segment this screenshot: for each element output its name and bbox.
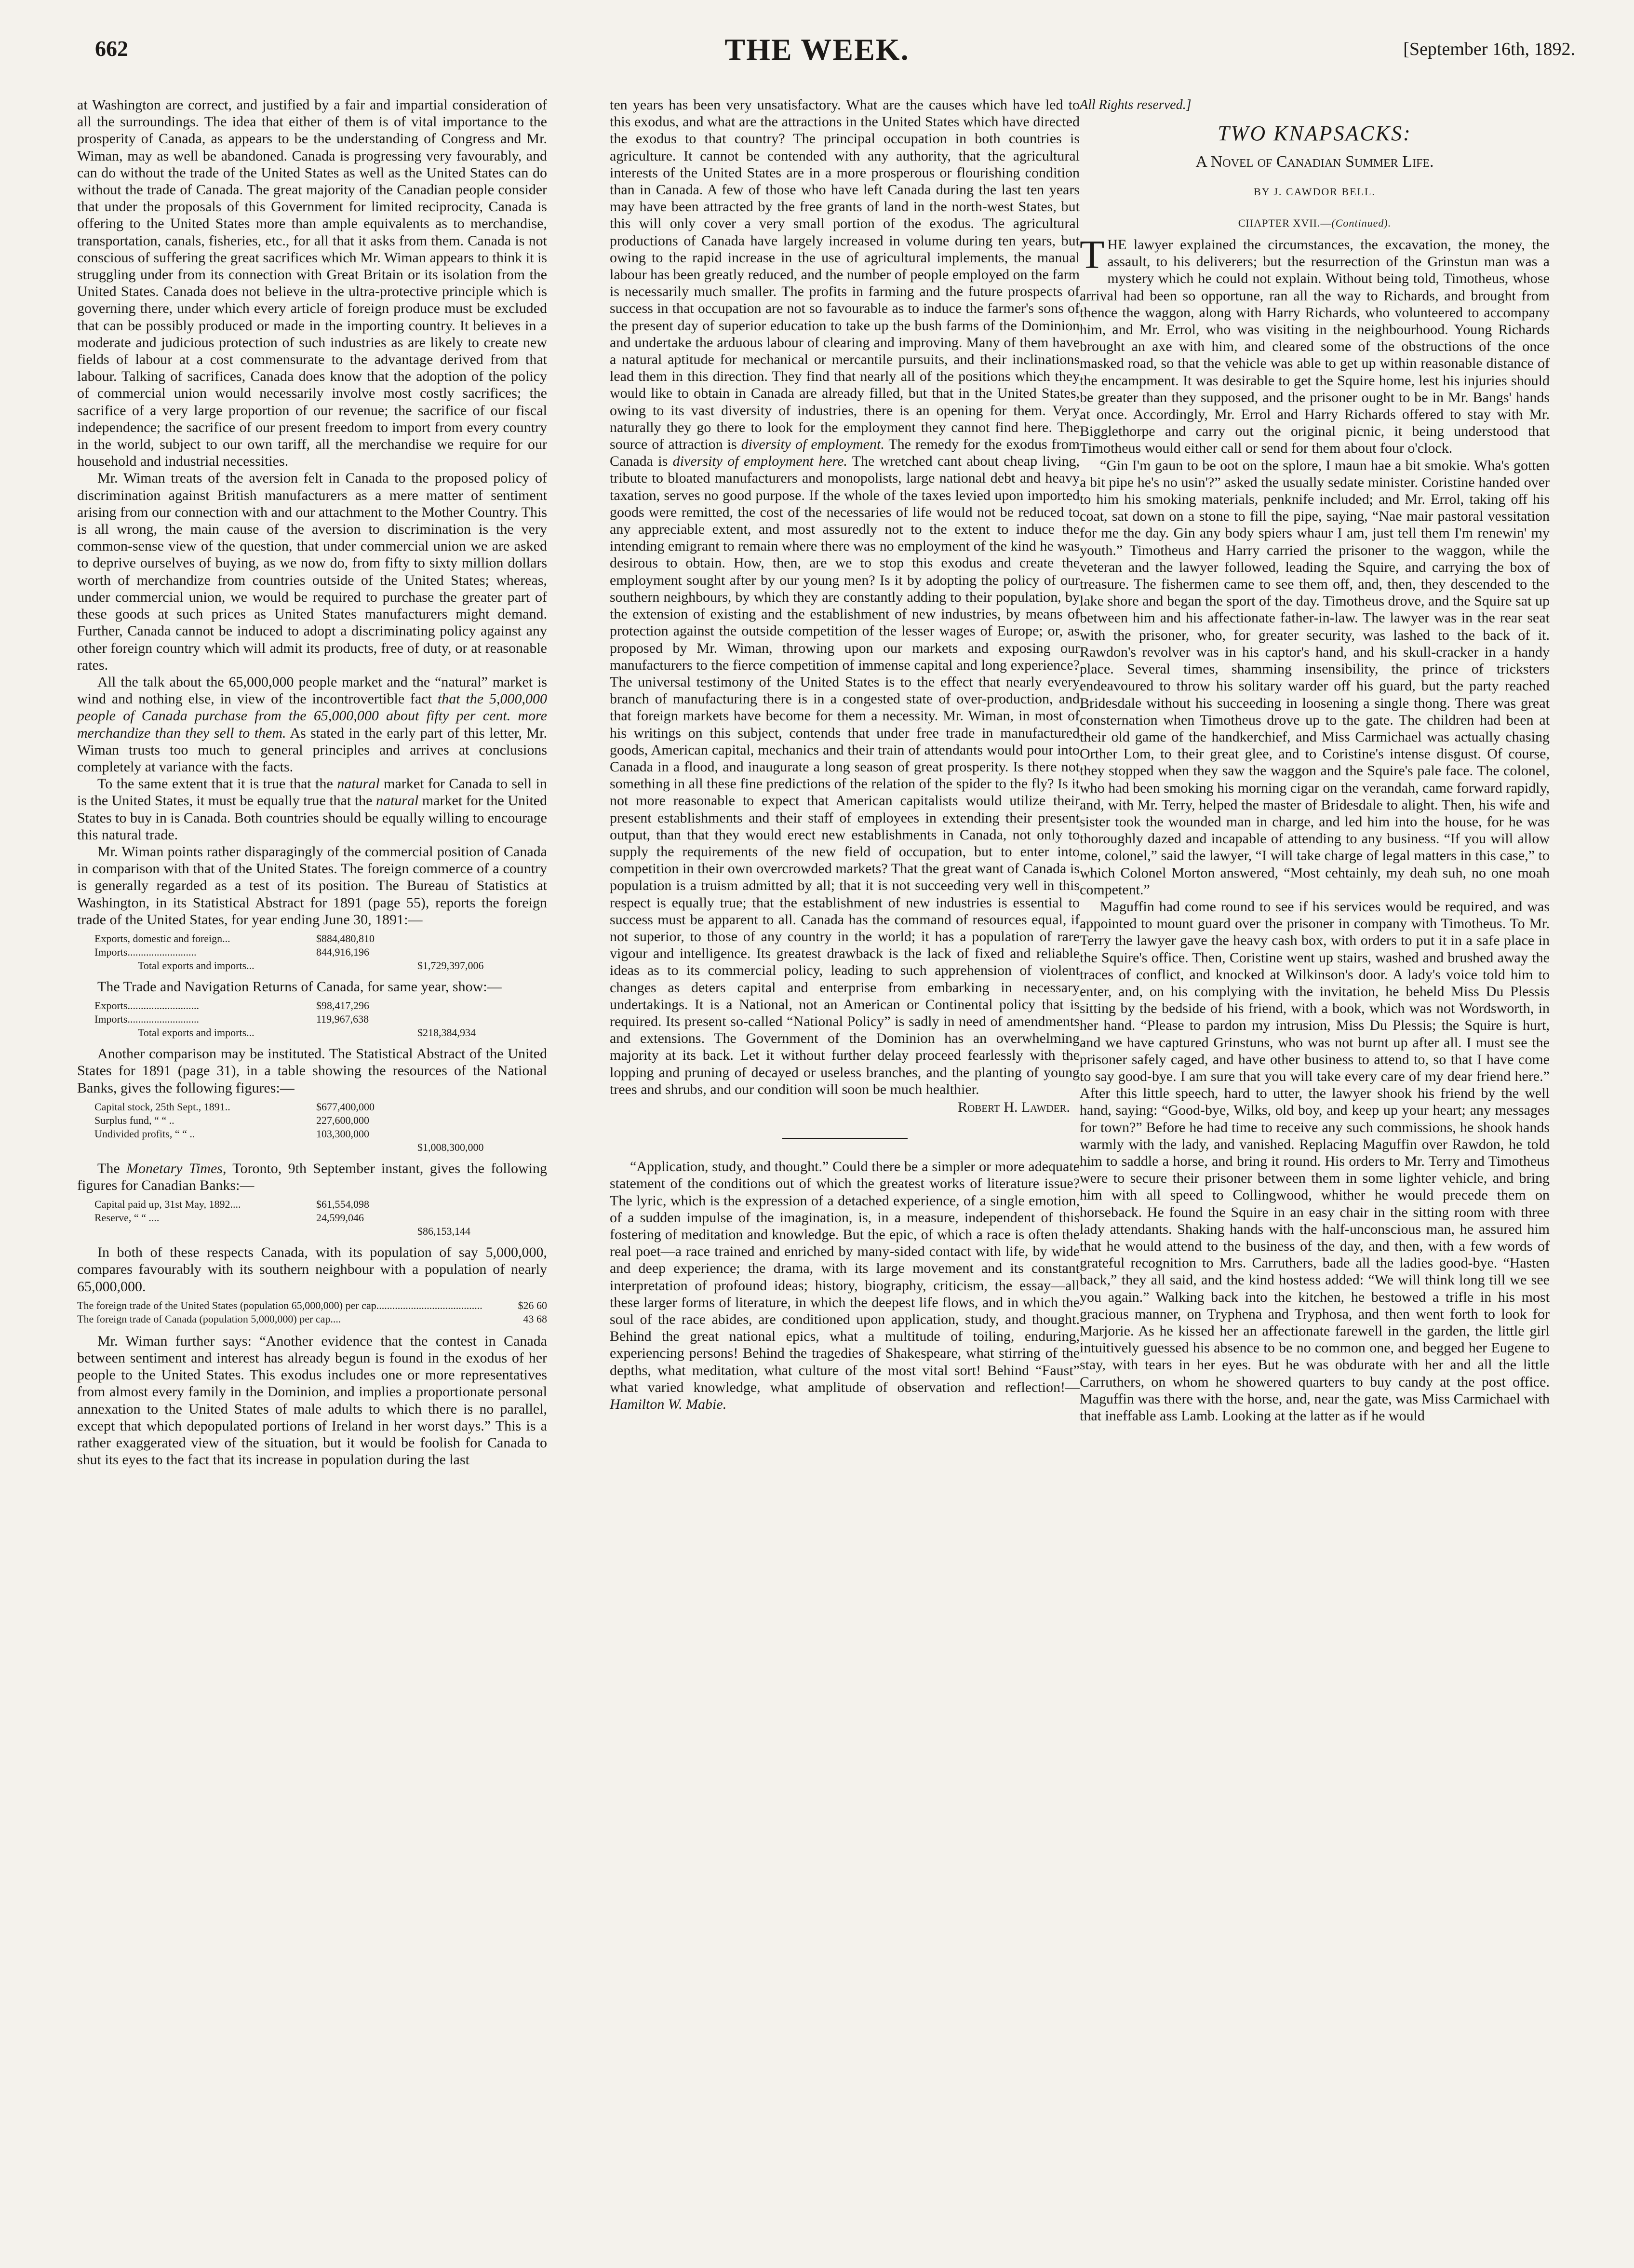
table-value: $884,480,810 [316, 932, 375, 945]
per-capita-table [77, 1299, 547, 1326]
italic-run: Monetary Times [126, 1160, 223, 1176]
column-1 [77, 96, 547, 1468]
table-label: Capital paid up, 31st May, 1892.... [94, 1198, 241, 1211]
italic-run: diversity of employment. [741, 436, 884, 453]
paragraph: “Gin I'm gaun to be oot on the splore, I maun hae a bit smokie. Wha's gotten a bit pipe he's no usin'?” asked the usually sedate minister. Coristine handed over to him his smoking materials, penknife included; and Mr. Errol, taking off his coat, sat down on a stone to fill the pipe, saying, “Nae mair pastoral vessitation for me the day. Gin any body spiers whaur I am, just tell them I'm renewin' my youth.” Timotheus and Harry carried the prisoner to the waggon, while the veteran and the lawyer followed, leading the Squire, and carrying the box of treasure. The fishermen came to see them off, and, then, they descended to the lake shore and began the sport of the day. Timotheus drove, and the Squire sat up between him and his affectionate father-in-law. The lawyer was in the rear seat with the prisoner, who, for greater security, was lashed to the back of it. Rawdon's revolver was in his captor's hand, and his skull-cracker in a handy place. Several times, shamming insensibility, the prince of tricksters endeavoured to throw his solitary warder off his guard, but the party reached Bridesdale without his succeeding in loosening a single thong. There was great consternation when Timotheus drove up to the gate. The children had been at their old game of the handkerchief, and Miss Carmichael was actually chasing Orther Lom, to their great glee, and to Coristine's intense disgust. Of course, they stopped when they saw the waggon and the Squire's pale face. The colonel, who had been smoking his morning cigar on the verandah, came forward rapidly, and, with Mr. Terry, helped the master of Bridesdale to alight. Then, his wife and sister took the wounded man in charge, and led him into the house, for he was thoroughly dazed and incapable of attending to any business. “If you will allow me, colonel,” said the lawyer, “I will take charge of legal matters in this case,” to which Colonel Morton answered, “Most cehtainly, my deah suh, no one moah competent.” [1080, 457, 1550, 898]
paragraph: In both of these respects Canada, with its population of say 5,000,000, compares favourably with its southern neighbour with a population of nearly 65,000,000. [77, 1244, 547, 1295]
author-signature: Robert H. Lawder. [958, 1099, 1070, 1115]
column-3 [1080, 96, 1550, 1424]
page-header [0, 32, 1634, 75]
text-run: market for the United States to buy in is Canada. Both countries should be equally willing to encourage this natural trade. [77, 793, 547, 843]
chapter-heading [1080, 215, 1550, 231]
table-label: Exports........................... [94, 999, 199, 1012]
table-value: $26 60 [518, 1299, 547, 1311]
paragraph [610, 96, 1080, 1098]
rights-notice: All Rights reserved.] [1080, 97, 1192, 112]
text-run: To the same extent that it is true that the [97, 776, 337, 792]
table-value: 43 68 [523, 1312, 547, 1325]
us-banks-table [94, 1100, 547, 1154]
page-number: 662 [95, 36, 128, 61]
issue-date: [September 16th, 1892. [1403, 39, 1575, 59]
paragraph [77, 674, 547, 775]
text-run: CHAPTER XVII.— [1238, 216, 1332, 229]
table-total: $1,008,300,000 [417, 1141, 484, 1153]
text-run: As stated in the early part of this letter, Mr. Wiman trusts too much to general principles and arrives at conclusions completely at variance with the facts. [77, 725, 548, 775]
italic-run: Hamilton W. Mabie. [610, 1396, 727, 1413]
table-value: 24,599,046 [316, 1212, 364, 1224]
table-label: Exports, domestic and foreign... [94, 932, 230, 945]
table-total: $1,729,397,006 [417, 959, 484, 972]
table-label: The foreign trade of the United States (population 65,000,000) per cap........................................ [77, 1299, 482, 1311]
table-value: $677,400,000 [316, 1100, 375, 1113]
table-label: Undivided profits, “ “ .. [94, 1127, 195, 1140]
section-divider [782, 1138, 908, 1139]
paragraph: Mr. Wiman further says: “Another evidence that the contest in Canada between sentiment and interest has already begun is found in the exodus of her people to the United States. This exodus includes one or more representatives from almost every family in the Dominion, and implies a proportionate personal annexation to the United States of male adults to which there is no parallel, except that which depopulated portions of Ireland in her worst days.” This is a rather exaggerated view of the situation, but it would be foolish for Canada to shut its eyes to the fact that its increase in population during the last [77, 1333, 547, 1468]
novel-subtitle: A Novel of Canadian Summer Life. [1195, 153, 1434, 171]
italic-run: that the 5,000,000 people of Canada purchase from the 65,000,000 about fifty per cent. more merchandize than they sell to them. [77, 691, 547, 741]
table-label: Imports.......................... [94, 945, 197, 958]
text-run: The remedy for the exodus from Canada is [610, 436, 1080, 470]
table-label: Reserve, “ “ .... [94, 1212, 160, 1224]
italic-run: (Continued). [1331, 216, 1392, 229]
text-run: “Application, study, and thought.” Could there be a simpler or more adequate statement of the conditions out of which the greatest works of literature issue? The lyric, which is the expression of a detached experience, of a single emotion, of a sudden impulse of the imagination, is, in a measure, independent of this fostering of meditation and knowledge. But the epic, of which a race is often the real poet—a race trained and enriched by many-sided contact with life, by wide and deep experience; the drama, with its large movement and its constant interpretation of profound ideas; history, biography, criticism, the essay—all these larger forms of literature, in which the deepest life flows, and in which the soul of the race abides, are conditioned upon application, study, and thought. Behind the great national epics, what a multitude of toiling, enduring, experiencing persons! Behind the tragedies of Shakespeare, what stirring of the depths, what meditation, what culture of the most vital sort! Behind “Faust” what varied knowledge, what amplitude of observation and reflection!— [610, 1159, 1080, 1395]
text-run: , Toronto, 9th September instant, gives the following figures for Canadian Banks:— [77, 1160, 547, 1193]
drop-cap: T [1080, 232, 1105, 278]
text-run: The wretched cant about cheap living, tribute to bloated manufacturers and monopolists, large national debt and heavy taxation, serves no good purpose. If the whole of the taxes levied upon imported goods were remitted, the cost of the necessaries of life would not be reduced to any appreciable extent, and most assuredly not to the extent to induce the intending emigrant to remain where there was no employment of the kind he was desirous to obtain. How, then, are we to stop this exodus and create the employment sought after by our young men? Is it by adopting the policy of our southern neighbours, by which they are constantly adding to their population, by the extension of existing and the establishment of new industries, by means of protection against the outside competition of the lesser wages of Europe; or, as proposed by Mr. Wiman, throwing upon our markets and exposing our manufacturers to the fierce competition of immense capital and long experience? The universal testimony of the United States is to the effect that nearly every branch of manufacturing there is in a congested state of over-production, and that foreign markets have become for them a necessity. Mr. Wiman, in most of his writings on this subject, contends that under free trade in manufactured goods, American capital, mechanics and their train of attendants would pour into Canada in a flood, and inaugurate a long season of great prosperity. Is there not something in all these fine predictions of the relation of the spider to the fly? Is it not more reasonable to expect that American capitalists would utilize their present establishments and their staff of employees in extending their present output, than that they would erect new establishments in Canada, not only to supply the requirements of the new field of occupation, but to enter into competition in their own overcrowded markets? That the great want of Canada is population is a truism admitted by all; that it is not succeeding very well in this respect is equally true; that the establishment of new industries is essential to success must be apparent to all. Canada has the command of resources equal, if not superior, to those of any country in the world; it has a population of rare vigour and intelligence. Its greatest drawback is the lack of fixed and reliable ideas as to its commercial policy, leading to such apprehension of violent changes as deters capital and enterprise from embarking in necessary undertakings. It is a National, not an American or Continental policy that is required. Its present so-called “National Policy” is sadly in need of amendments and extensions. The Government of the Dominion has an overwhelming majority at its back. Let it without further delay proceed fearlessly with the lopping and pruning of decayed or useless branches, and the planting of young trees and shrubs, and our condition will soon be much healthier. [610, 453, 1080, 1097]
paragraph: Another comparison may be instituted. The Statistical Abstract of the United States for 1891 (page 31), in a table showing the resources of the National Banks, gives the following figures:— [77, 1046, 547, 1096]
paragraph [610, 1158, 1080, 1413]
italic-run: natural [376, 793, 419, 809]
paragraph: Mr. Wiman points rather disparagingly of the commercial position of Canada in comparison with that of the United States. The foreign commerce of a country is generally regarded as a test of its position. The Bureau of Statistics at Washington, in its Statistical Abstract for 1891 (page 55), reports the foreign trade of the United States, for year ending June 30, 1891:— [77, 843, 547, 928]
paragraph [77, 1160, 547, 1194]
masthead-title: THE WEEK. [724, 32, 910, 67]
paragraph [1080, 232, 1550, 457]
novel-title: TWO KNAPSACKS: [1218, 122, 1412, 146]
table-total: $86,153,144 [417, 1225, 470, 1238]
text-run: The [97, 1160, 126, 1176]
paragraph: Maguffin had come round to see if his services would be required, and was appointed to mount guard over the prisoner in company with Timotheus. To Mr. Terry the lawyer gave the heavy cash box, with orders to put it in a safe place in the Squire's office. Then, Coristine went up stairs, washed and brushed away the traces of conflict, and knocked at Wilkinson's door. A lady's voice told him to enter, and, on his complying with the invitation, he beheld Miss Du Plessis sitting by the bedside of his friend, with a book, which was not Wordsworth, in her hand. “Please to pardon my intrusion, Miss Du Plessis; the Squire is hurt, and we have captured Grinstuns, who was not burnt up after all. I must see the prisoner safely caged, and have other business to attend to, so that I have come to say good-bye. I am sure that you will take every care of my dear friend here.” After this little speech, hard to utter, the lawyer shook his friend by the well hand, saying: “Good-bye, Wilks, old boy, and keep up your heart; any messages for town?” Before he had time to receive any such commissions, he shook hands warmly with the lady, and vanished. Replacing Maguffin over Rawdon, he told him to saddle a horse, and bring it round. His orders to Mr. Terry and Timotheus were to secure their prisoner between them in some lighter vehicle, and bring him with all speed to Collingwood, whither he would precede them on horseback. He found the Squire in an easy chair in the sitting room with three lady attendants. Shaking hands with the half-unconscious man, he assured him that he would attend to the business of the day, and then, with a few words of grateful recognition to Mrs. Carruthers, bade all the ladies good-bye. “Hasten back,” they all said, and the kind hostess added: “We will think long till we see you again.” Walking back into the kitchen, he bestowed a trifle in his most gracious manner, on Tryphena and Tryphosa, and then went forth to look for Marjorie. As he kissed her an affectionate farewell in the garden, the little girl intuitively guessed his absence to be no common one, and begged her Eugene to stay, with tears in her eyes. But he was obdurate with her and all the little Carruthers, on whom he showered quarters to buy candy at the post office. Maguffin was there with the horse, and, near the gate, was Miss Carmichael with that ineffable ass Lamb. Looking at the latter as if he would [1080, 898, 1550, 1424]
table-label: Total exports and imports... [138, 1026, 254, 1039]
italic-run: natural [337, 776, 380, 792]
canada-trade-table [94, 999, 547, 1040]
us-trade-table [94, 932, 547, 972]
table-value: 227,600,000 [316, 1114, 369, 1126]
novel-byline: BY J. CAWDOR BELL. [1254, 185, 1376, 198]
table-value: 844,916,196 [316, 945, 369, 958]
paragraph: at Washington are correct, and justified by a fair and impartial consideration of all the surroundings. The idea that either of them is of vital importance to the prosperity of Canada, as appears to be the understanding of Congress and Mr. Wiman, may as well be abandoned. Canada is progressing very favourably, and can do without the trade of the United States as well as the United States can do without the trade of Canada. The great majority of the Canadian people consider that under the proposals of this Government for limited reciprocity, Canada is offering to the United States more than ample equivalents as to merchandise, transportation, canals, fisheries, etc., for all that it asks from them. Canada is not conscious of suffering the great sacrifices which Mr. Wiman appears to think it is struggling under from its connection with Great Britain or its isolation from the United States. Canada does not believe in the ultra-protective principle which is governing there, under which every article of foreign produce must be excluded that can be possibly produced or made in the importing country. It believes in a moderate and judicious protection of such industries as are likely to create new fields of labour at a cost commensurate to the advantage derived from that labour. Talking of sacrifices, Canada does know that the adoption of the policy of commercial union would necessarily involve most costly sacrifices; the sacrifice of a very large proportion of our revenue; the sacrifice of our fiscal independence; the sacrifice of our present freedom to import from every country in the world, subject to our own tariff, all the merchandise we require for our household and industrial necessities. [77, 97, 547, 470]
paragraph: The Trade and Navigation Returns of Canada, for same year, show:— [97, 978, 502, 995]
text-run: market for Canada to sell in is the United States, it must be equally true that the [77, 776, 548, 809]
table-label: Total exports and imports... [138, 959, 254, 972]
canada-banks-table [94, 1198, 547, 1238]
column-2 [610, 96, 1080, 1413]
paragraph [77, 775, 547, 843]
table-label: Capital stock, 25th Sept., 1891.. [94, 1100, 230, 1113]
table-label: Surplus fund, “ “ .. [94, 1114, 174, 1126]
table-value: $98,417,296 [316, 999, 369, 1012]
text-run: ten years has been very unsatisfactory. What are the causes which have led to this exodus, and what are the attractions in the United States which have directed the exodus to that country? The principal occupation in both countries is agriculture. It cannot be contended with any authority, that the agricultural interests of the United States are in a more prosperous or flourishing condition than in Canada. A few of those who have left Canada during the last ten years may have been attracted by the free grants of land in the north-west States, but this will only cover a very small portion of the exodus. The agricultural productions of Canada have largely increased in volume during ten years, but owing to the rapid increase in the use of agricultural implements, the manual labour has been greatly reduced, and the number of people employed on the farm is necessarily much smaller. The profits in farming and the future prospects of success in that occupation are not so favourable as to induce the farmer's sons of the present day of superior education to take up the bush farms of the Dominion and undertake the arduous labour of clearing and improving. Many of them have a natural aptitude for mechanical or mercantile pursuits, and their inclinations lead them in this direction. They find that nearly all of the positions which they would like to obtain in Canada are already filled, but that in the United States, owing to its vast diversity of industries, there is an opening for them. Very naturally they go there to look for the employment they cannot find here. The source of attraction is [610, 97, 1080, 453]
table-label: Imports........................... [94, 1013, 199, 1026]
table-value: $61,554,098 [316, 1198, 369, 1211]
table-label: The foreign trade of Canada (population 5,000,000) per cap.... [77, 1312, 341, 1325]
paragraph: Mr. Wiman treats of the aversion felt in Canada to the proposed policy of discrimination against British manufacturers as a mere matter of sentiment arising from our connection with and our attachment to the Mother Country. This is all wrong, the main cause of the aversion to discrimination is the very common-sense view of the question, that under commercial union we are asked to deprive ourselves of buying, as we now do, from fifty to sixty million dollars worth of merchandize from countries outside of the United States; whereas, under commercial union, we would be required to purchase the greater part of these goods at such prices as United States manufacturers might demand. Further, Canada cannot be induced to adopt a discriminating policy against any other foreign country which will admit its products, free of duty, or at reasonable rates. [77, 470, 547, 673]
text-run: HE lawyer explained the circumstances, the excavation, the money, the assault, to his deliverers; but the resurrection of the Grinstun man was a mystery which he could not explain. Without being told, Timotheus, whose arrival had been so opportune, ran all the way to Richards, and brought from thence the waggon, along with Harry Richards, who volunteered to accompany him, and Mr. Errol, who was visiting in the neighbourhood. Young Richards brought an axe with him, and cleared some of the obstructions of the once masked road, so that the vehicle was able to get up within reasonable distance of the encampment. It was desirable to get the Squire home, lest his injuries should be greater than they supposed, and the prisoner ought to be in Mr. Bangs' hands at once. Accordingly, Mr. Errol and Harry Richards offered to stay with Mr. Bigglethorpe and carry out the original picnic, it being understood that Timotheus would either call or send for them about four o'clock. [1080, 237, 1550, 457]
table-total: $218,384,934 [417, 1026, 476, 1039]
italic-run: diversity of employment here. [672, 453, 847, 470]
table-value: 103,300,000 [316, 1127, 369, 1140]
table-value: 119,967,638 [316, 1013, 369, 1026]
text-run: All the talk about the 65,000,000 people market and the “natural” market is wind and nothing else, in view of the incontrovertible fact [77, 674, 547, 707]
